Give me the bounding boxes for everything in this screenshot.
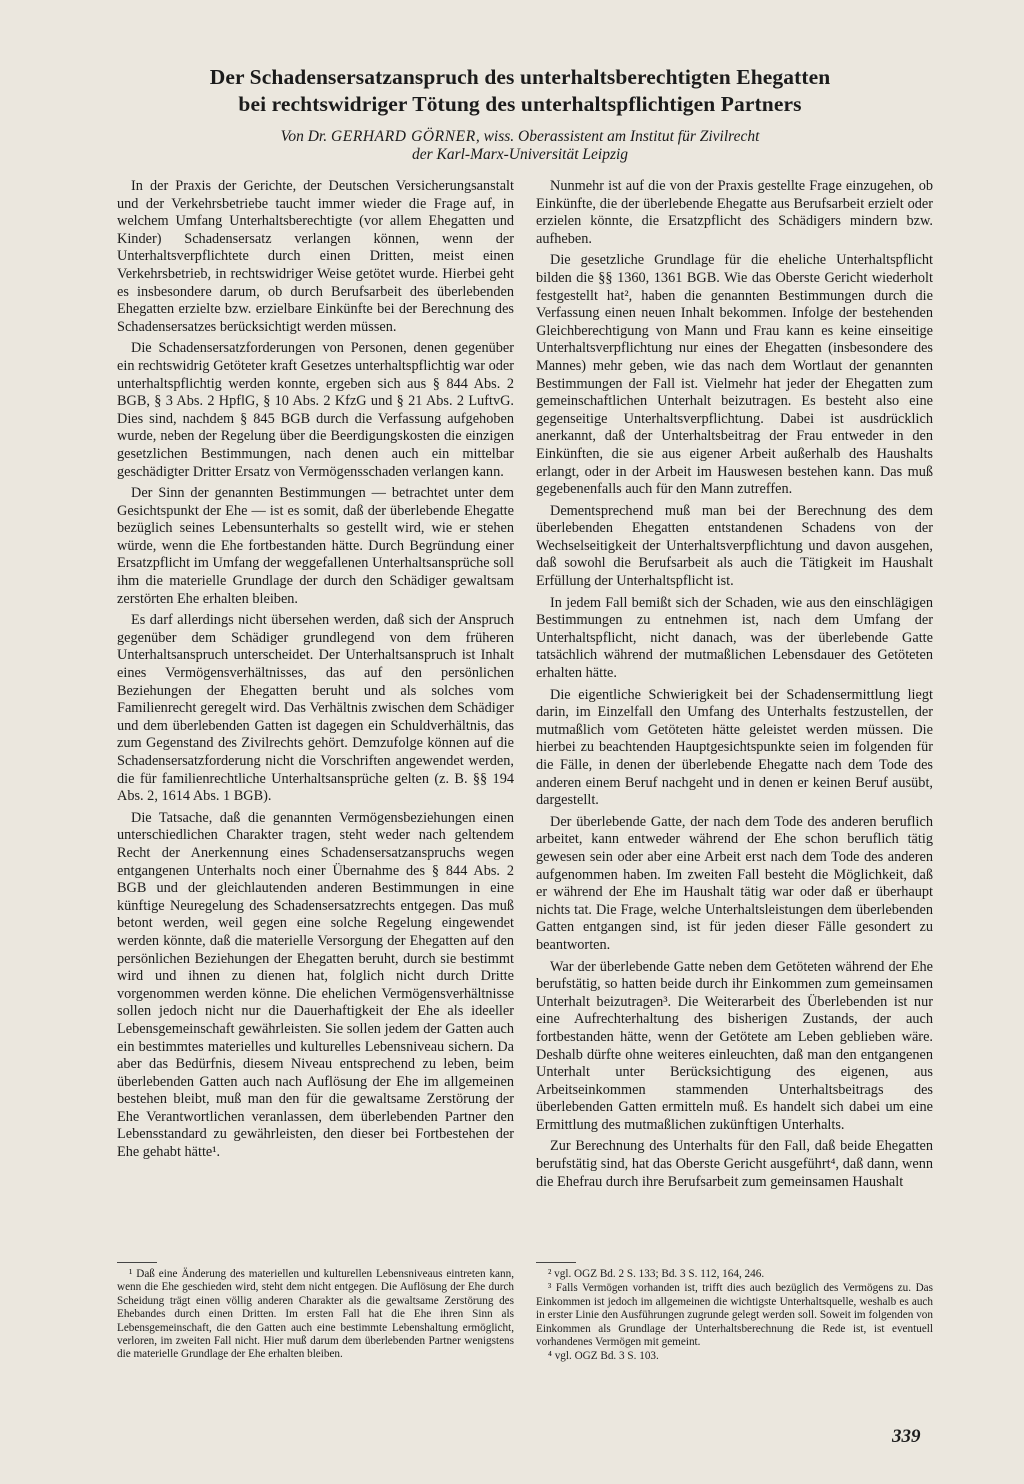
author-affiliation-1: , wiss. Oberassistent am Institut für Zivilrecht: [475, 128, 760, 145]
footnote: ² vgl. OGZ Bd. 2 S. 133; Bd. 3 S. 112, 164, 246.: [548, 1268, 765, 1280]
paragraph: War der überlebende Gatte neben dem Getöteten während der Ehe berufstätig, so hatten beide durch ihr Einkommen zum gemeinsamen Unterhalt beizutragen³. Die Weiterarbeit des Überlebenden ist nur eine Aufrechterhaltung des bisherigen Zustands, der auch fortbestanden hätte, wenn der Getötete am Leben geblieben wäre. Deshalb dürfte ohne weiteres einleuchten, daß man den entgangenen Unterhalt unter Berücksichtigung des eigenen, aus Arbeitseinkommen stammenden Unterhaltsbeitrags des überlebenden Gatten ermitteln muß. Es handelt sich dabei um eine Ermittlung des mutmaßlichen zukünftigen Unterhalts.: [536, 958, 933, 1133]
paragraph: Dementsprechend muß man bei der Berechnung des dem überlebenden Ehegatten entstandenen Schadens von der Wechselseitigkeit der Unterhaltsverpflichtung und davon ausgehen, daß sowohl die Berufsarbeit als auch die Tätigkeit im Haushalt Erfüllung der Unterhaltspflicht ist.: [536, 502, 933, 590]
paragraph: Der überlebende Gatte, der nach dem Tode des anderen beruflich arbeitet, kann entweder während der Ehe schon beruflich tätig gewesen sein oder aber eine Arbeit erst nach dem Tode des anderen aufgenommen haben. Im zweiten Fall besteht die Möglichkeit, daß er während der Ehe im Haushalt tätig war oder daß er überhaupt nichts tat. Die Frage, welche Unterhaltsleistungen dem überlebenden Gatten entgangen sind, ist für jeden dieser Fälle gesondert zu beantworten.: [536, 813, 933, 953]
author-prefix: Von Dr.: [280, 128, 328, 145]
paragraph: Nunmehr ist auf die von der Praxis gestellte Frage einzugehen, ob Einkünfte, die der überlebende Ehegatte aus Berufsarbeit erzielt oder erzielen könnte, die Ersatzpflicht des Schädigers mindern bzw. aufheben.: [536, 178, 933, 247]
paragraph: Die gesetzliche Grundlage für die eheliche Unterhaltspflicht bilden die §§ 1360, 1361 BGB. Wie das Oberste Gericht wiederholt festgestellt hat², haben die genannten Bestimmungen durch die Verfassung einen neuen Inhalt bekommen. Infolge der bestehenden Gleichberechtigung von Mann und Frau kann es keine einseitige Unterhaltsverpflichtung nur eines der Ehegatten (insbesondere des Mannes) mehr geben, wie das nach dem Wortlaut der genannten Bestimmungen der Fall ist. Vielmehr hat jeder der Ehegatten zum gemeinschaftlichen Unterhalt beizutragen. Es besteht also eine gegenseitige Unterhaltsverpflichtung. Dabei ist ausdrücklich anerkannt, daß der Unterhaltsbeitrag der Frau entweder in den Einkünften, die sie aus eigener Arbeit außerhalb des Haushalts erlangt, oder in der Arbeit im Hauswesen bestehen kann. Das muß gegebenenfalls auch für den Mann zutreffen.: [536, 252, 933, 498]
paragraph: Die Schadensersatzforderungen von Personen, denen gegenüber ein rechtswidrig Getöteter kraft Gesetzes unterhaltspflichtig war oder unterhaltspflichtig werden konnte, ergeben sich aus § 844 Abs. 2 BGB, § 3 Abs. 2 HpflG, § 10 Abs. 2 KfzG und § 21 Abs. 2 LuftvG. Dies sind, nachdem § 845 BGB durch die Verfassung aufgehoben wurde, neben der Regelung über die Beerdigungskosten die einzigen gesetzlichen Bestimmungen, nach denen auch ein mittelbar geschädigter Dritter Ersatz von Vermögensschaden verlangen kann.: [117, 340, 514, 480]
author-line-1: [110, 128, 930, 146]
paragraph: Es darf allerdings nicht übersehen werden, daß sich der Anspruch gegenüber dem Schädiger grundlegend von dem früheren Unterhaltsanspruch unterscheidet. Der Unterhaltsanspruch ist Inhalt eines Vermögensverhältnisses, das auf den persönlichen Beziehungen der Ehegatten beruht und als solches vom Familienrecht geregelt wird. Das Verhältnis zwischen dem Schädiger und dem überlebenden Gatten ist dagegen ein Schuldverhältnis, das zum Gegenstand des Zivilrechts gehört. Demzufolge können auf die Schadensersatzforderung nicht die Vorschriften angewendet werden, die für familienrechtliche Unterhaltsansprüche gelten (z. B. §§ 194 Abs. 2, 1614 Abs. 1 BGB).: [117, 612, 514, 805]
paragraph: Die eigentliche Schwierigkeit bei der Schadensermittlung liegt darin, im Einzelfall den Umfang des Unterhalts festzustellen, der mutmaßlich vom Getöteten hätte geleistet werden müssen. Die hierbei zu beachtenden Hauptgesichtspunkte seien im folgenden für die Fälle, in denen der überlebende Ehegatte nach dem Tode des anderen einem Beruf nachgeht und in denen er keinen Beruf ausübt, dargestellt.: [536, 686, 933, 809]
author-name: GERHARD GÖRNER: [330, 128, 476, 145]
author-byline: [110, 128, 930, 164]
footnote: ⁴ vgl. OGZ Bd. 3 S. 103.: [548, 1350, 659, 1363]
right-column: [536, 178, 933, 1195]
page-number: 339: [892, 1426, 921, 1447]
footnote-divider-right: [536, 1262, 576, 1263]
paragraph: Zur Berechnung des Unterhalts für den Fall, daß beide Ehegatten berufstätig sind, hat das Oberste Gericht ausgeführt⁴, daß dann, wenn die Ehefrau durch ihre Berufsarbeit zum gemeinsamen Haushalt: [536, 1138, 933, 1190]
footnote: ¹ Daß eine Änderung des materiellen und kulturellen Lebensniveaus eintreten kann, wenn die Ehe geschieden wird, steht dem nicht entgegen. Die Auflösung der Ehe durch Scheidung trägt einen völlig anderen Charakter als die gewaltsame Zerstörung des Ehebandes durch einen Dritten. Im ersten Fall hat die Ehe ihren Sinn als Lebensgemeinschaft, die den Gatten auch eine bestimmte Lebenshaltung ermöglicht, verloren, im zweiten Fall nicht. Hier muß darum dem überlebenden Partner wenigstens die materielle Grundlage der Ehe erhalten bleiben.: [117, 1268, 514, 1361]
left-column: [117, 178, 514, 1166]
author-affiliation-2: der Karl-Marx-Universität Leipzig: [411, 146, 629, 163]
article-title-line-1: Der Schadensersatzanspruch des unterhaltsberechtigten Ehegatten: [209, 65, 831, 89]
paragraph: Die Tatsache, daß die genannten Vermögensbeziehungen einen unterschiedlichen Charakter tragen, steht weder nach geltendem Recht der Anerkennung eines Schadensersatzanspruchs wegen entgangenen Unterhalts noch einer Übernahme des § 844 Abs. 2 BGB und der gleichlautenden anderen Bestimmungen in eine künftige Neuregelung des Schadensersatzrechts entgegen. Das muß betont werden, weil gegen eine solche Regelung eingewendet werden könnte, daß die materielle Versorgung der Ehegatten auf den persönlichen Beziehungen der Ehegatten beruht, durch sie bestimmt wird und ihnen zu dienen hat, folglich nicht durch Dritte vorgenommen werden könne. Die ehelichen Vermögensverhältnisse sollen jedoch nicht nur die Dauerhaftigkeit der Ehe als ideeller Lebensgemeinschaft gewährleisten. Sie sollen jedem der Gatten auch ein bestimmtes materielles und kulturelles Lebensniveau sichern. Da aber das Bedürfnis, diesem Niveau entsprechend zu leben, beim überlebenden Gatten auch nach Auflösung der Ehe im allgemeinen bestehen bleibt, muß man den für die gewaltsame Zerstörung der Ehe Verantwortlichen veranlassen, dem überlebenden Partner den Lebensstandard zu gewährleisten, den dieser bei Fortbestehen der Ehe gehabt hätte¹.: [117, 809, 514, 1161]
paragraph: In der Praxis der Gerichte, der Deutschen Versicherungsanstalt und der Verkehrsbetriebe taucht immer wieder die Frage auf, in welchem Umfang Unterhaltsberechtigte (vor allem Ehegatten und Kinder) Schadensersatz verlangen können, wenn der Unterhaltsverpflichtete durch einen Dritten, meist einen Verkehrsbetrieb, in rechtswidriger Weise getötet wurde. Hierbei geht es insbesondere darum, ob durch Berufsarbeit des überlebenden Ehegatten erzielte bzw. erzielbare Einkünfte bei der Berechnung des Schadensersatzes berücksichtigt werden müssen.: [117, 178, 514, 335]
paragraph: In jedem Fall bemißt sich der Schaden, wie aus den einschlägigen Bestimmungen zu entnehmen ist, nach dem Umfang der Unterhaltspflicht, nicht danach, was der überlebende Gatte tatsächlich während der mutmaßlichen Lebensdauer des Getöteten erhalten hätte.: [536, 594, 933, 682]
footnote-divider-left: [117, 1262, 157, 1263]
paragraph: Der Sinn der genannten Bestimmungen — betrachtet unter dem Gesichtspunkt der Ehe — ist es somit, daß der überlebende Ehegatte bezüglich seines Lebensunterhalts so gestellt wird, wie er stehen würde, wenn die Ehe fortbestanden hätte. Durch Begründung einer Ersatzpflicht im Umfang der weggefallenen Unterhaltsansprüche soll ihm die materielle Grundlage der durch den Schädiger gewaltsam zerstörten Ehe erhalten bleiben.: [117, 485, 514, 607]
footnote: ³ Falls Vermögen vorhanden ist, trifft dies auch bezüglich des Vermögens zu. Das Einkommen ist jedoch im allgemeinen die wichtigste Unterhaltsquelle, weshalb es auch in erster Linie den Ausführungen zugrunde gelegt werden soll. Soweit im folgenden von Einkommen als Grundlage der Unterhaltsberechnung die Rede ist, ist eventuell vorhandenes Vermögen mit gemeint.: [536, 1282, 933, 1349]
article-title: [110, 64, 930, 118]
footnotes-left: [117, 1268, 514, 1363]
article-title-line-2: bei rechtswidriger Tötung des unterhaltspflichtigen Partners: [238, 92, 802, 116]
footnotes-right: [536, 1268, 933, 1365]
